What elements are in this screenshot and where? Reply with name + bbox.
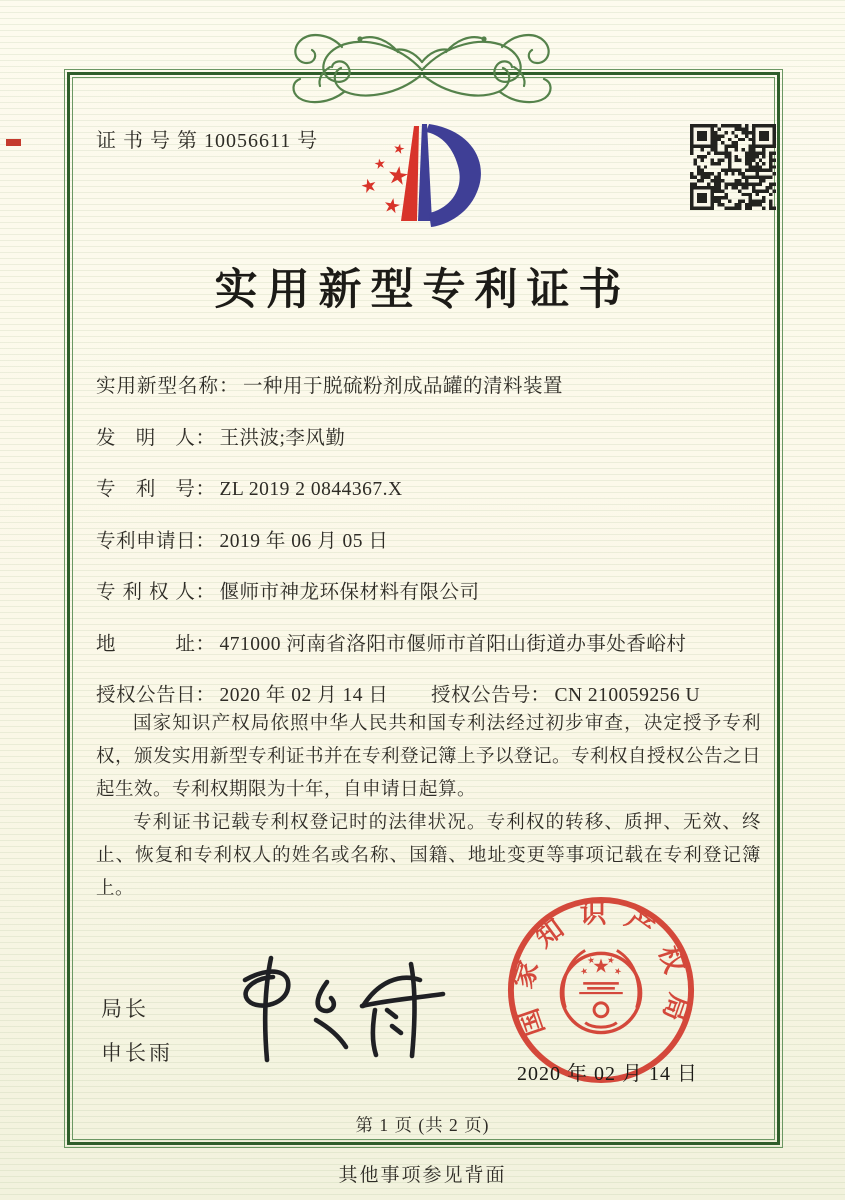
director-signature [215,948,460,1073]
field-label: 专利权人 [96,582,196,603]
colon: ： [195,530,216,552]
qr-code [690,124,776,210]
legal-paragraph-2: 专利证书记载专利权登记时的法律状况。专利权的转移、质押、无效、终止、恢复和专利权人的姓名或名称、国籍、地址变更等事项记载在专利登记簿上。 [96,813,761,899]
field-row-patentee [96,576,761,628]
field-label: 发明人 [96,427,196,449]
field-row-patent-no [96,473,761,525]
seal-text: 国家知识产权局 [507,898,695,1040]
legal-text [96,708,761,906]
colon: ： [219,376,240,397]
director-block [101,993,173,1081]
field-label: 授权公告号 [431,685,532,706]
field-label: 地址 [96,633,196,655]
logo-red-wedge [401,126,419,221]
field-value: 一种用于脱硫粉剂成品罐的清料装置 [243,376,564,397]
director-name: 申长雨 [101,1041,173,1065]
cnipa-logo [338,116,508,240]
field-value: 2019 年 06 月 05 日 [219,530,389,552]
colon: ： [195,633,216,655]
colon: ： [195,479,216,500]
field-list [96,370,761,731]
seal-date: 2020 年 02 月 14 日 [517,1063,698,1085]
field-value: 王洪波;李风勤 [219,427,346,449]
field-value: 偃师市神龙环保材料有限公司 [219,582,480,603]
field-grant-number [431,679,700,707]
director-title: 局长 [101,997,149,1021]
national-emblem [561,950,640,1032]
field-row-filing-date [96,525,761,577]
certificate-number: 证 书 号 第 10056611 号 [96,130,319,152]
certificate-title: 实用新型专利证书 [214,267,631,314]
logo-p-bowl [426,124,481,227]
logo-blue-wedge [418,124,432,221]
page-indicator: 第 1 页 (共 2 页) [355,1115,490,1135]
field-label: 授权公告日 [96,685,197,706]
colon: ： [195,685,216,706]
colon: ： [195,427,216,449]
field-row-name [96,370,761,422]
registration-mark [6,139,21,146]
logo-stars [360,143,409,214]
field-value: CN 210059256 U [554,685,701,706]
field-value: 471000 河南省洛阳市偃师市首阳山街道办事处香峪村 [219,633,687,655]
legal-paragraph-1: 国家知识产权局依照中华人民共和国专利法经过初步审查，决定授予专利权，颁发实用新型专利证书并在专利登记簿上予以登记。专利权自授权公告之日起生效。专利权期限为十年，自申请日起算。 [96,714,762,800]
field-value: ZL 2019 2 0844367.X [219,479,403,500]
field-row-inventor [96,422,761,474]
colon: ： [195,582,216,603]
colon: ： [530,685,551,706]
field-row-address [96,628,761,680]
back-side-note: 其他事项参见背面 [338,1165,507,1186]
field-label: 实用新型名称 [96,376,220,397]
top-ornament [0,0,845,120]
field-label: 专利号 [96,479,196,500]
field-label: 专利申请日 [96,530,197,552]
field-value: 2020 年 02 月 14 日 [219,685,389,706]
